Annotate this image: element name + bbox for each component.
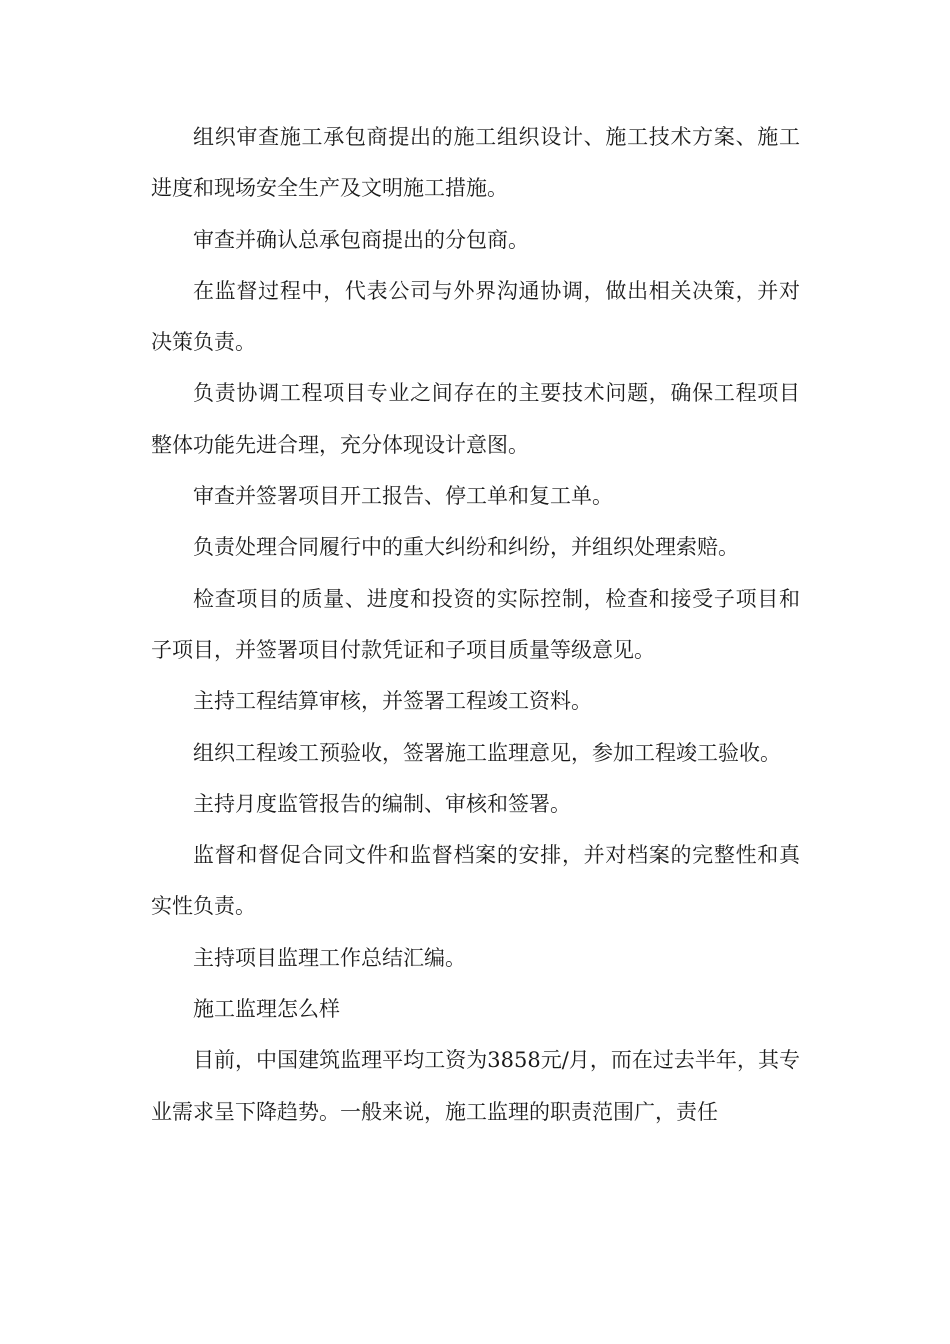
- paragraph-archives: 监督和督促合同文件和监督档案的安排，并对档案的完整性和真实性负责。: [151, 843, 800, 919]
- paragraph-quality-control: 检查项目的质量、进度和投资的实际控制，检查和接受子项目和子项目，并签署项目付款凭证和子项目质量等级意见。: [151, 586, 800, 662]
- paragraph-review-subcontractor: 审查并确认总承包商提出的分包商。: [193, 227, 529, 252]
- paragraph-salary: 目前，中国建筑监理平均工资为3858元/月，而在过去半年，其专业需求呈下降趋势。一般来说，施工监理的职责范围广，责任: [151, 1048, 800, 1124]
- paragraph-supervision-coordination: 在监督过程中，代表公司与外界沟通协调，做出相关决策，并对决策负责。: [151, 278, 800, 355]
- paragraph-technical-issues: 负责协调工程项目专业之间存在的主要技术问题，确保工程项目整体功能先进合理，充分体现设计意图。: [151, 381, 800, 457]
- paragraph-sign-reports: 审查并签署项目开工报告、停工单和复工单。: [193, 484, 613, 509]
- paragraph-settlement-audit: 主持工程结算审核，并签署工程竣工资料。: [193, 689, 592, 714]
- paragraph-disputes: 负责处理合同履行中的重大纠纷和纠纷，并组织处理索赔。: [193, 535, 739, 560]
- paragraph-acceptance: 组织工程竣工预验收，签署施工监理意见，参加工程竣工验收。: [193, 740, 781, 765]
- paragraph-summary: 主持项目监理工作总结汇编。: [193, 945, 466, 970]
- section-heading: 施工监理怎么样: [193, 997, 340, 1022]
- paragraph-organize-review: 组织审查施工承包商提出的施工组织设计、施工技术方案、施工进度和现场安全生产及文明施工措施。: [151, 125, 800, 201]
- document-body: [151, 112, 800, 1138]
- paragraph-monthly-report: 主持月度监管报告的编制、审核和签署。: [193, 791, 571, 816]
